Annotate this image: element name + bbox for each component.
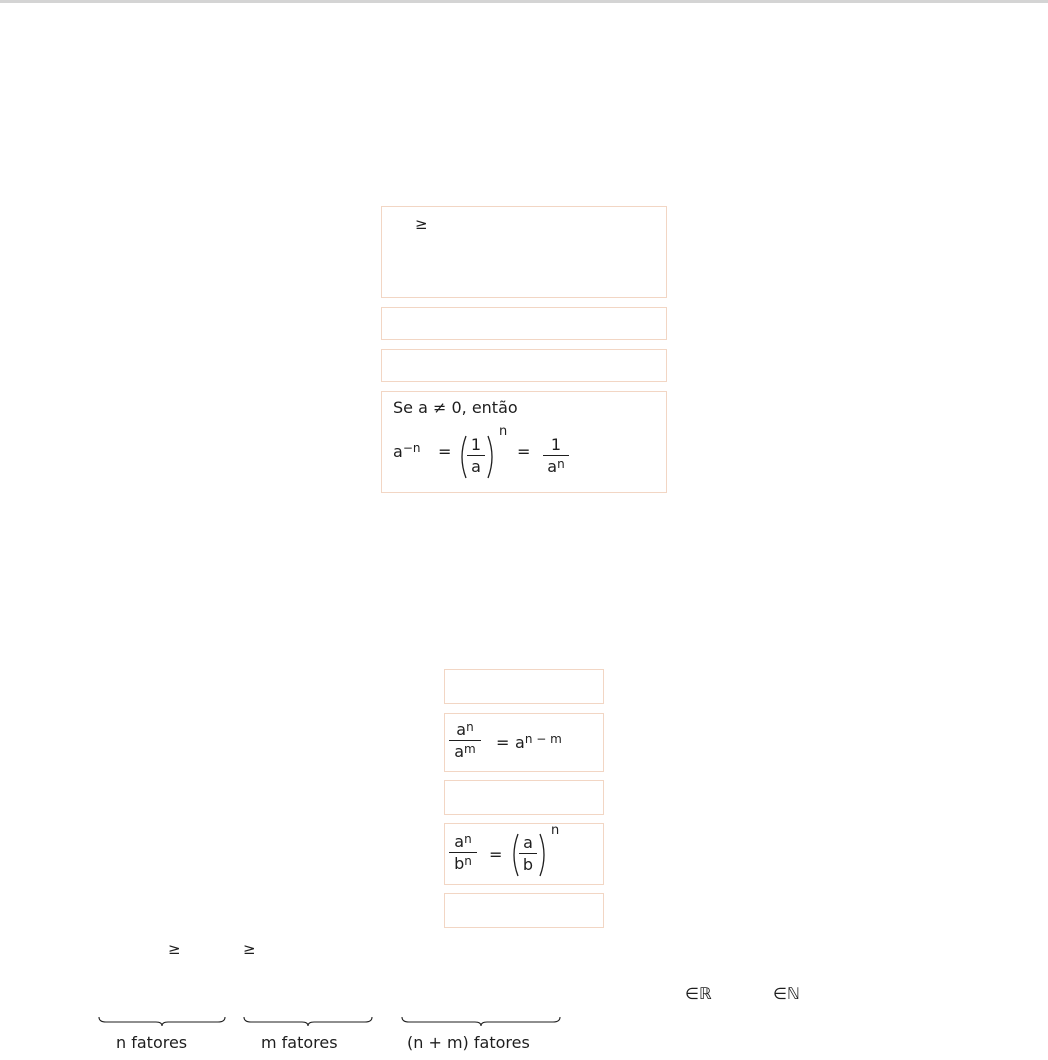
result-base: a: [515, 733, 525, 752]
lhs-base: a: [393, 442, 403, 461]
lhs-exponent: −n: [402, 441, 421, 455]
underbrace-n-plus-m: [401, 1015, 561, 1027]
condition-text: Se a ≠ 0, então: [393, 398, 518, 417]
den-exponent: n: [557, 457, 565, 471]
geq-symbol-2: ≥: [243, 940, 256, 958]
fraction-numerator: 1: [470, 435, 482, 454]
num-exponent: n: [466, 720, 474, 734]
property-box-3: [381, 349, 667, 382]
fraction-numerator: 1: [550, 435, 562, 454]
fraction-power-rule-box: [444, 823, 604, 885]
den-exponent: n: [464, 854, 472, 868]
equals-sign: =: [489, 845, 503, 864]
property-box-1: [381, 206, 667, 298]
fraction-denominator: [542, 456, 570, 477]
fraction-numerator: a: [523, 833, 533, 852]
num-base: a: [454, 832, 465, 851]
fraction-denominator: b: [522, 855, 534, 874]
brace-label-n-plus-m: (n + m) fatores: [407, 1033, 530, 1052]
den-base: b: [454, 854, 465, 873]
property-box-9: [444, 893, 604, 928]
negative-exponent-box: [381, 391, 667, 493]
property-box-5: [444, 669, 604, 704]
underbrace-m: [243, 1015, 373, 1027]
paren-exponent: n: [551, 823, 560, 838]
brace-label-m: m fatores: [261, 1033, 338, 1052]
top-divider: [0, 0, 1048, 3]
result-exponent: n − m: [524, 732, 562, 746]
lhs-power: [393, 441, 421, 461]
property-box-2: [381, 307, 667, 340]
right-paren: [538, 833, 549, 877]
num-base: a: [456, 720, 467, 739]
paren-exponent: n: [499, 424, 508, 439]
result-power: [515, 732, 562, 752]
fraction-denominator: [448, 853, 478, 874]
one-over-a-fraction: [466, 434, 486, 477]
equals-sign: =: [438, 442, 452, 461]
brace-label-n: n fatores: [116, 1033, 188, 1052]
den-base: a: [454, 742, 465, 761]
element-of-reals-symbol: ∈ℝ: [685, 984, 712, 1003]
geq-symbol: ≥: [415, 215, 428, 233]
equals-sign: =: [517, 442, 531, 461]
a-n-over-a-m-fraction: [448, 719, 482, 762]
num-exponent: n: [464, 832, 472, 846]
a-over-b-fraction: [518, 832, 538, 875]
equals-sign: =: [496, 733, 510, 752]
quotient-rule-box: [444, 713, 604, 772]
property-box-7: [444, 780, 604, 815]
one-over-a-n-fraction: [542, 434, 570, 477]
geq-symbol-1: ≥: [168, 940, 181, 958]
den-base: a: [547, 457, 558, 476]
fraction-denominator: a: [471, 457, 481, 476]
right-paren: [486, 435, 497, 479]
fraction-denominator: [448, 741, 482, 762]
fraction-numerator: [448, 831, 478, 852]
element-of-naturals-symbol: ∈ℕ: [773, 984, 800, 1003]
den-exponent: m: [464, 742, 476, 756]
fraction-numerator: [448, 719, 482, 740]
a-n-over-b-n-fraction: [448, 831, 478, 874]
underbrace-n: [98, 1015, 226, 1027]
